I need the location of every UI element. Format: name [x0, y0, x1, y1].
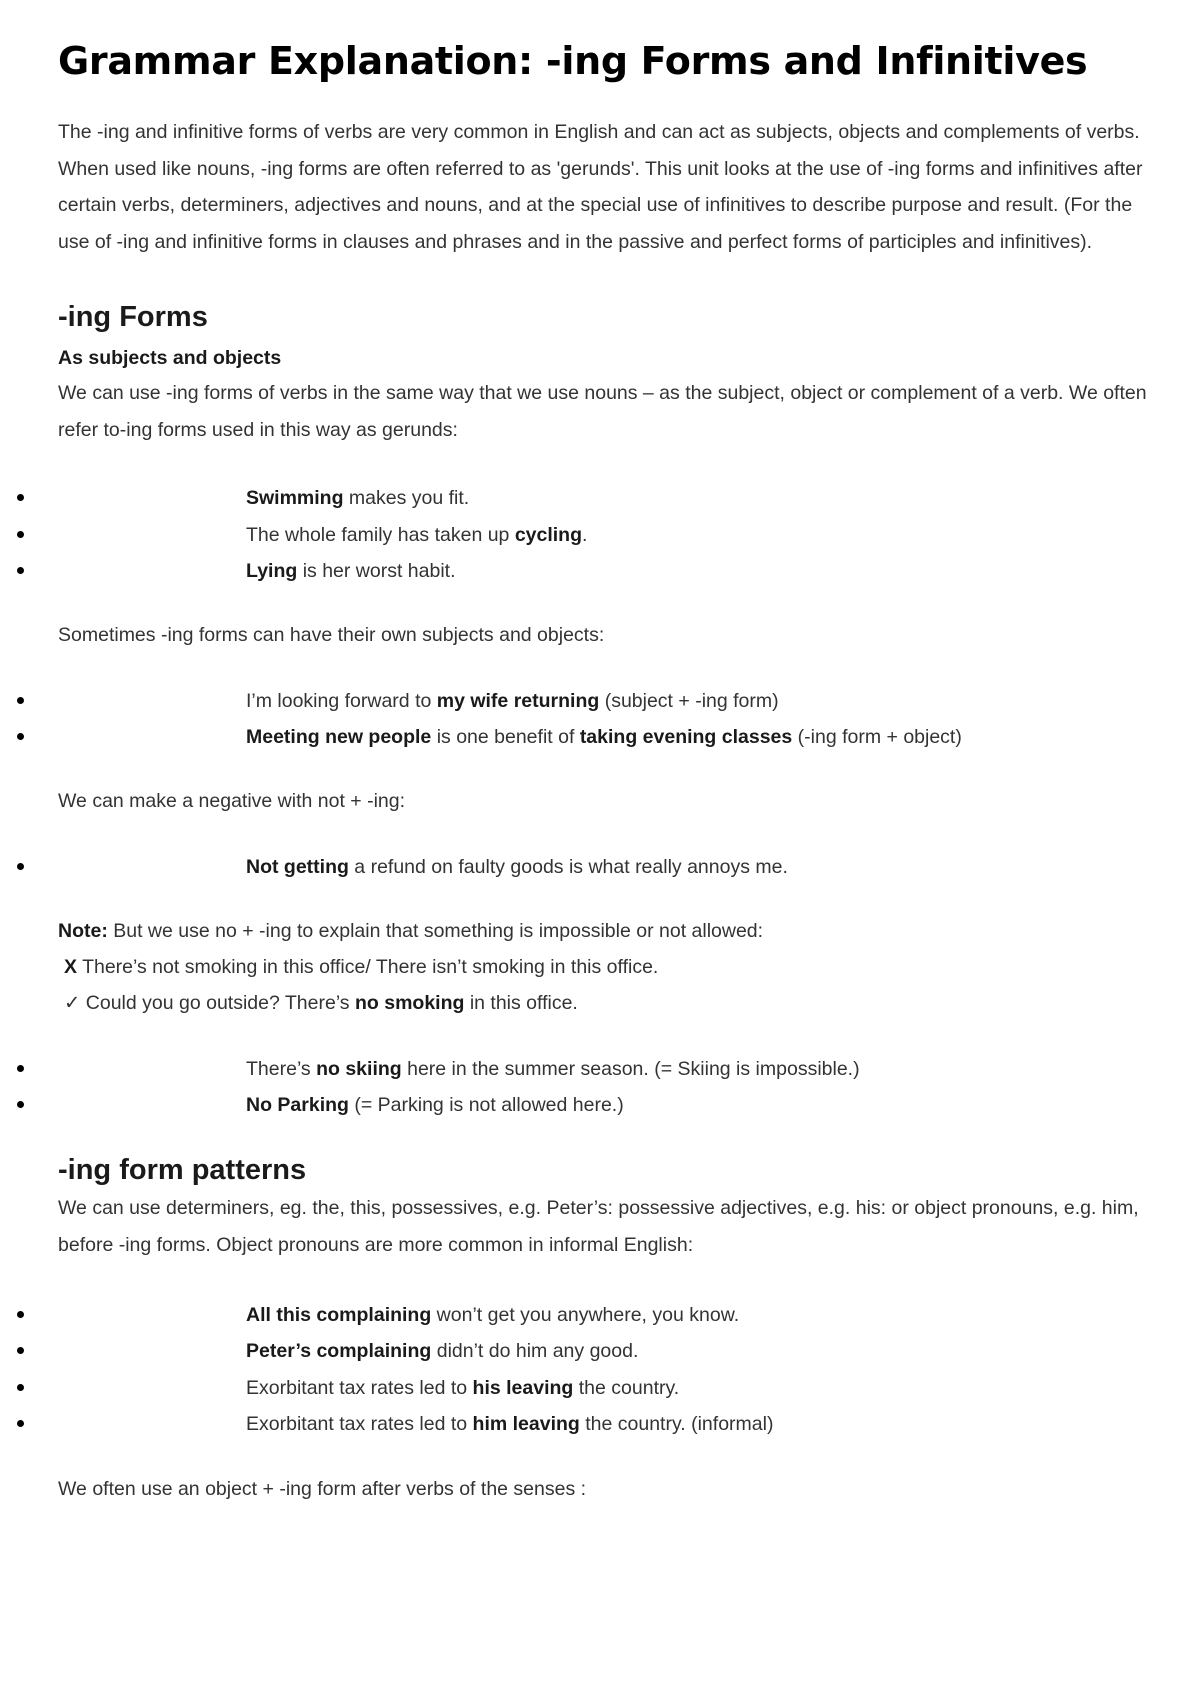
list-item-text: No Parking (= Parking is not allowed here.)	[246, 1094, 624, 1116]
list-item	[0, 686, 1200, 716]
list-item	[0, 556, 1200, 586]
cross-icon: X	[64, 956, 78, 978]
list-item-text: Exorbitant tax rates led to his leaving the country.	[246, 1377, 680, 1399]
check-icon: ✓	[64, 992, 81, 1014]
senses-line: We often use an object + -ing form after verbs of the senses :	[58, 1478, 587, 1500]
list-item-text: Exorbitant tax rates led to him leaving the country. (informal)	[246, 1413, 774, 1435]
bullet-icon	[17, 1420, 24, 1427]
list-item	[0, 520, 1200, 550]
list-item	[0, 722, 1200, 752]
list-item	[0, 1054, 1200, 1084]
note-label: Note:	[58, 920, 108, 942]
bullet-icon	[17, 1065, 24, 1072]
section1-paragraph: We can use -ing forms of verbs in the same way that we use nouns – as the subject, object or complement of a verb. We often refer to-ing forms used in this way as gerunds:	[58, 382, 1147, 441]
list-item	[0, 1300, 1200, 1330]
bullet-icon	[17, 697, 24, 704]
section-heading-patterns: -ing form patterns	[58, 1154, 307, 1186]
list-item-text: I’m looking forward to my wife returning (subject + -ing form)	[246, 690, 779, 712]
list-item-text: Lying is her worst habit.	[246, 560, 456, 582]
list-item	[0, 1373, 1200, 1403]
right-example-line: ✓ Could you go outside? There’s no smoking in this office.	[64, 992, 578, 1014]
bullet-icon	[17, 531, 24, 538]
bullet-icon	[17, 1101, 24, 1108]
list-item	[0, 852, 1200, 882]
bullet-icon	[17, 1384, 24, 1391]
list-item-text: Meeting new people is one benefit of taking evening classes (-ing form + object)	[246, 726, 962, 748]
list-item-text: There’s no skiing here in the summer season. (= Skiing is impossible.)	[246, 1058, 860, 1080]
bullet-icon	[17, 494, 24, 501]
wrong-example-line: X There’s not smoking in this office/ There isn’t smoking in this office.	[64, 956, 659, 978]
list-item-text: All this complaining won’t get you anywhere, you know.	[246, 1304, 740, 1326]
own-subjects-line: Sometimes -ing forms can have their own subjects and objects:	[58, 624, 605, 646]
subheading-subjects-objects: As subjects and objects	[58, 347, 282, 369]
bullet-icon	[17, 863, 24, 870]
list-item-text: The whole family has taken up cycling.	[246, 524, 588, 546]
bullet-icon	[17, 733, 24, 740]
note-line: Note: But we use no + -ing to explain that something is impossible or not allowed:	[58, 920, 764, 942]
list-item	[0, 483, 1200, 513]
list-item	[0, 1409, 1200, 1439]
page-title: Grammar Explanation: -ing Forms and Infinitives	[58, 39, 1088, 83]
list-item-text: Not getting a refund on faulty goods is what really annoys me.	[246, 856, 788, 878]
negative-line: We can make a negative with not + -ing:	[58, 790, 406, 812]
section2-paragraph: We can use determiners, eg. the, this, possessives, e.g. Peter’s: possessive adjectives, e.g. his: or object pronouns, e.g. him, before -ing forms. Object pronouns are more common in informal English:	[58, 1197, 1139, 1256]
section-heading-ing-forms: -ing Forms	[58, 301, 208, 333]
bullet-icon	[17, 1311, 24, 1318]
list-item	[0, 1336, 1200, 1366]
bullet-icon	[17, 1347, 24, 1354]
list-item	[0, 1090, 1200, 1120]
intro-paragraph: The -ing and infinitive forms of verbs are very common in English and can act as subjects, objects and complements of verbs. When used like nouns, -ing forms are often referred to as 'gerunds'. This unit looks at the use of -ing forms and infinitives after certain verbs, determiners, adjectives and nouns, and at the special use of infinitives to describe purpose and result. (For the use of -ing and infinitive forms in clauses and phrases and in the passive and perfect forms of participles and infinitives).	[58, 121, 1143, 253]
bullet-icon	[17, 567, 24, 574]
list-item-text: Peter’s complaining didn’t do him any good.	[246, 1340, 639, 1362]
list-item-text: Swimming makes you fit.	[246, 487, 470, 509]
